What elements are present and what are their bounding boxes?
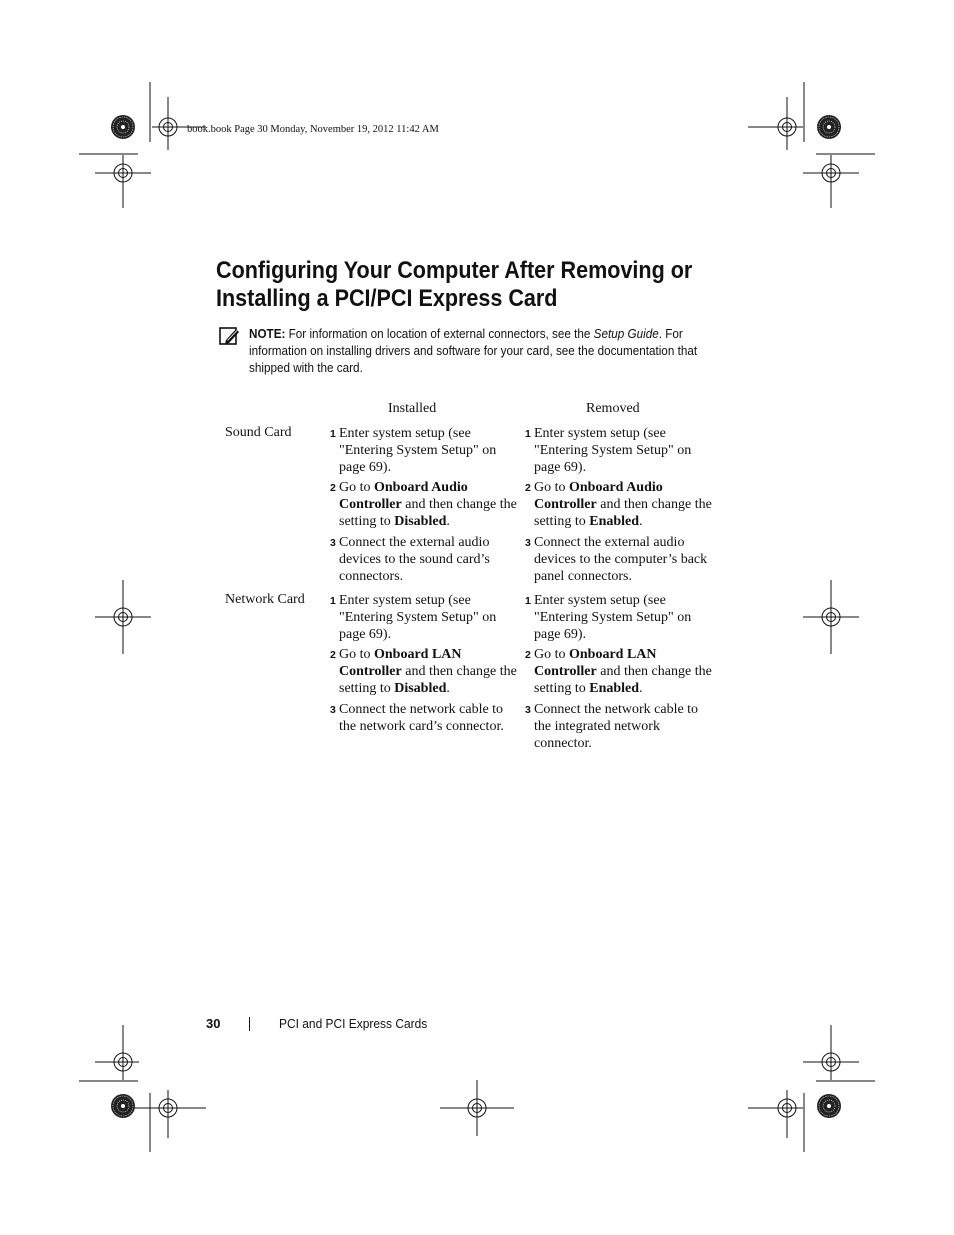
sound-removed-step-3	[525, 534, 714, 585]
page-number: 30	[206, 1016, 221, 1031]
sound-removed-step-2	[525, 479, 714, 530]
step-text: Enter system setup (see "Entering System Setup" on page 69).	[534, 593, 692, 642]
sound-installed-step-3	[330, 534, 519, 585]
sound-installed-step-1	[330, 425, 519, 476]
step-number: 2	[330, 649, 336, 661]
step-text: Connect the network cable to the integrated network connector.	[534, 702, 699, 751]
sound-removed-step-1	[525, 425, 714, 476]
section-heading	[216, 257, 693, 313]
network-removed-step-1	[525, 592, 714, 643]
setting-value: Disabled	[394, 514, 447, 529]
step-text: Go to	[534, 647, 569, 662]
step-text: Go to	[339, 647, 374, 662]
step-text: and then change the setting to	[534, 497, 712, 529]
step-text: .	[639, 681, 643, 696]
step-number: 2	[525, 649, 531, 661]
note-label: NOTE:	[249, 326, 286, 341]
step-text: Connect the network cable to the network card’s connector.	[339, 702, 504, 734]
print-slug: book.book Page 30 Monday, November 19, 2012 11:42 AM	[187, 124, 439, 135]
step-text: .	[446, 681, 450, 696]
setting-name: Onboard LAN Controller	[534, 647, 657, 679]
sound-installed-step-2	[330, 479, 519, 530]
color-target	[817, 1094, 841, 1118]
step-text: Go to	[339, 480, 374, 495]
step-number: 1	[525, 428, 531, 440]
step-number: 2	[330, 482, 336, 494]
step-text: Connect the external audio devices to the sound card’s connectors.	[339, 535, 490, 584]
step-text: and then change the setting to	[534, 664, 712, 696]
color-target	[111, 115, 135, 139]
step-text: Enter system setup (see "Entering System Setup" on page 69).	[339, 593, 497, 642]
network-removed-step-2	[525, 646, 714, 697]
heading-line-2: Installing a PCI/PCI Express Card	[216, 285, 558, 312]
note-callout	[249, 325, 717, 376]
step-number: 1	[525, 595, 531, 607]
step-text: and then change the setting to	[339, 497, 517, 529]
heading-line-1: Configuring Your Computer After Removing or	[216, 257, 693, 284]
setting-name: Onboard Audio Controller	[339, 480, 468, 512]
setting-value: Enabled	[589, 514, 640, 529]
network-removed-step-3	[525, 701, 714, 752]
footer-section-title: PCI and PCI Express Cards	[279, 1016, 428, 1031]
network-installed-step-1	[330, 592, 519, 643]
setting-name: Onboard Audio Controller	[534, 480, 663, 512]
step-number: 1	[330, 595, 336, 607]
step-number: 3	[525, 537, 531, 549]
step-text: Connect the external audio devices to the computer’s back panel connectors.	[534, 535, 708, 584]
step-text: Enter system setup (see "Entering System Setup" on page 69).	[339, 426, 497, 475]
column-header-installed: Installed	[388, 401, 437, 416]
step-text: .	[446, 514, 450, 529]
footer-divider	[249, 1017, 250, 1031]
note-text: For information on location of external connectors, see the	[285, 326, 594, 341]
row-label-sound-card: Sound Card	[225, 425, 292, 440]
step-number: 2	[525, 482, 531, 494]
color-target	[817, 115, 841, 139]
setting-value: Enabled	[589, 681, 640, 696]
step-text: Go to	[534, 480, 569, 495]
network-installed-step-2	[330, 646, 519, 697]
column-header-removed: Removed	[586, 401, 640, 416]
setting-value: Disabled	[394, 681, 447, 696]
step-text: and then change the setting to	[339, 664, 517, 696]
step-number: 3	[330, 704, 336, 716]
step-number: 1	[330, 428, 336, 440]
setting-name: Onboard LAN Controller	[339, 647, 462, 679]
step-number: 3	[330, 537, 336, 549]
step-text: Enter system setup (see "Entering System Setup" on page 69).	[534, 426, 692, 475]
note-pencil-icon	[219, 325, 241, 347]
setup-guide-reference: Setup Guide	[593, 326, 659, 341]
network-installed-step-3	[330, 701, 519, 735]
color-target	[111, 1094, 135, 1118]
note-text-continued: . For information on installing drivers and software for your card, see the documentation that shipped with the card.	[249, 326, 698, 375]
row-label-network-card: Network Card	[225, 592, 305, 607]
step-text: .	[639, 514, 643, 529]
step-number: 3	[525, 704, 531, 716]
